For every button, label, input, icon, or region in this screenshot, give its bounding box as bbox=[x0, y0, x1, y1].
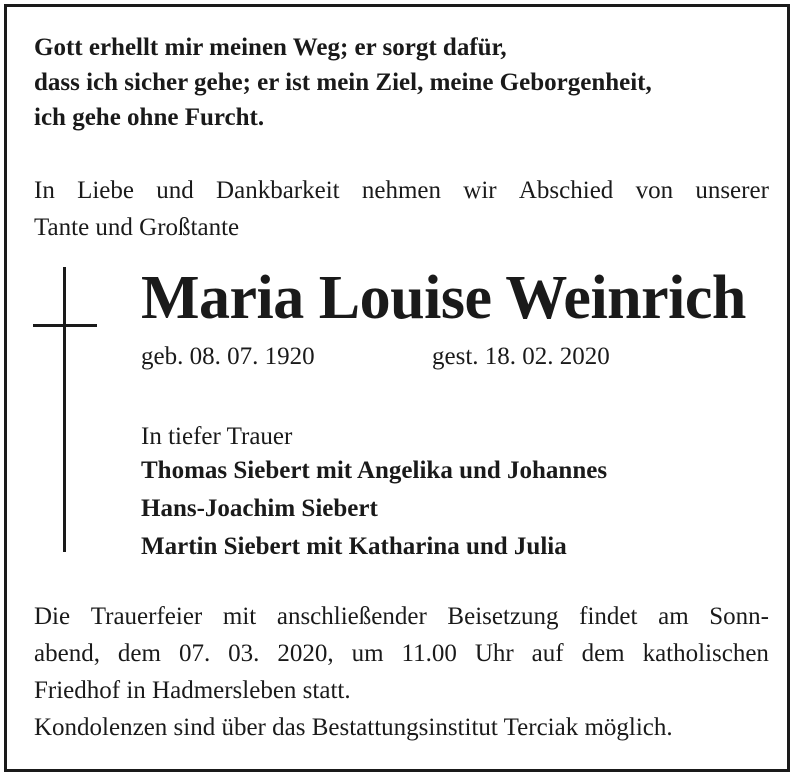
funeral-word: findet bbox=[579, 603, 638, 630]
funeral-line-2 bbox=[34, 635, 769, 672]
funeral-word: Beisetzung bbox=[447, 603, 559, 630]
intro-word: unserer bbox=[695, 177, 769, 204]
intro-word: In bbox=[34, 177, 55, 204]
funeral-word: Trauerfeier bbox=[90, 603, 203, 630]
funeral-line-1 bbox=[34, 598, 769, 635]
intro-word: Liebe bbox=[77, 177, 135, 204]
deceased-name: Maria Louise Weinrich bbox=[141, 264, 746, 332]
intro-word: nehmen bbox=[361, 177, 442, 204]
funeral-word: Uhr bbox=[474, 640, 514, 667]
funeral-word: 03. bbox=[228, 640, 260, 667]
intro-line-2: Tante und Großtante bbox=[34, 214, 240, 241]
funeral-word: dem bbox=[117, 640, 161, 667]
funeral-word: Sonn- bbox=[709, 603, 769, 630]
birth-date: geb. 08. 07. 1920 bbox=[141, 343, 315, 370]
intro-line-1 bbox=[34, 172, 769, 209]
funeral-info bbox=[34, 598, 769, 746]
funeral-word: katholischen bbox=[642, 640, 769, 667]
mourners-list bbox=[141, 452, 607, 566]
intro-word: Dankbarkeit bbox=[216, 177, 340, 204]
mourner-entry: Thomas Siebert mit Angelika und Johannes bbox=[141, 457, 608, 484]
funeral-line-3: Friedhof in Hadmersleben statt. bbox=[34, 677, 351, 704]
mourner-entry: Hans-Joachim Siebert bbox=[141, 495, 378, 522]
mourner-entry: Martin Siebert mit Katharina und Julia bbox=[141, 533, 567, 560]
bible-verse bbox=[34, 30, 774, 135]
funeral-word: 2020, bbox=[277, 640, 334, 667]
funeral-word: abend, bbox=[34, 640, 100, 667]
mourning-heading: In tiefer Trauer bbox=[141, 423, 293, 450]
verse-line-3: ich gehe ohne Furcht. bbox=[34, 104, 265, 131]
funeral-word: auf bbox=[531, 640, 564, 667]
verse-line-2: dass ich sicher gehe; er ist mein Ziel, meine Geborgenheit, bbox=[34, 69, 652, 96]
funeral-word: dem bbox=[581, 640, 625, 667]
funeral-word: Die bbox=[34, 603, 71, 630]
intro-text bbox=[34, 172, 769, 246]
funeral-word: um bbox=[351, 640, 384, 667]
intro-word: wir bbox=[463, 177, 497, 204]
cross-icon-bar bbox=[33, 324, 97, 327]
funeral-word: 07. bbox=[178, 640, 211, 667]
intro-word: und bbox=[156, 177, 194, 204]
verse-line-1: Gott erhellt mir meinen Weg; er sorgt dafür, bbox=[34, 34, 507, 61]
condolence-line: Kondolenzen sind über das Bestattungsinstitut Terciak möglich. bbox=[34, 714, 673, 741]
cross-icon bbox=[63, 267, 66, 552]
funeral-word: mit bbox=[222, 603, 257, 630]
intro-word: von bbox=[635, 177, 674, 204]
funeral-word: am bbox=[658, 603, 689, 630]
intro-word: Abschied bbox=[518, 177, 614, 204]
funeral-word: anschließender bbox=[276, 603, 427, 630]
funeral-word: 11.00 bbox=[401, 640, 457, 667]
death-date: gest. 18. 02. 2020 bbox=[432, 343, 610, 370]
